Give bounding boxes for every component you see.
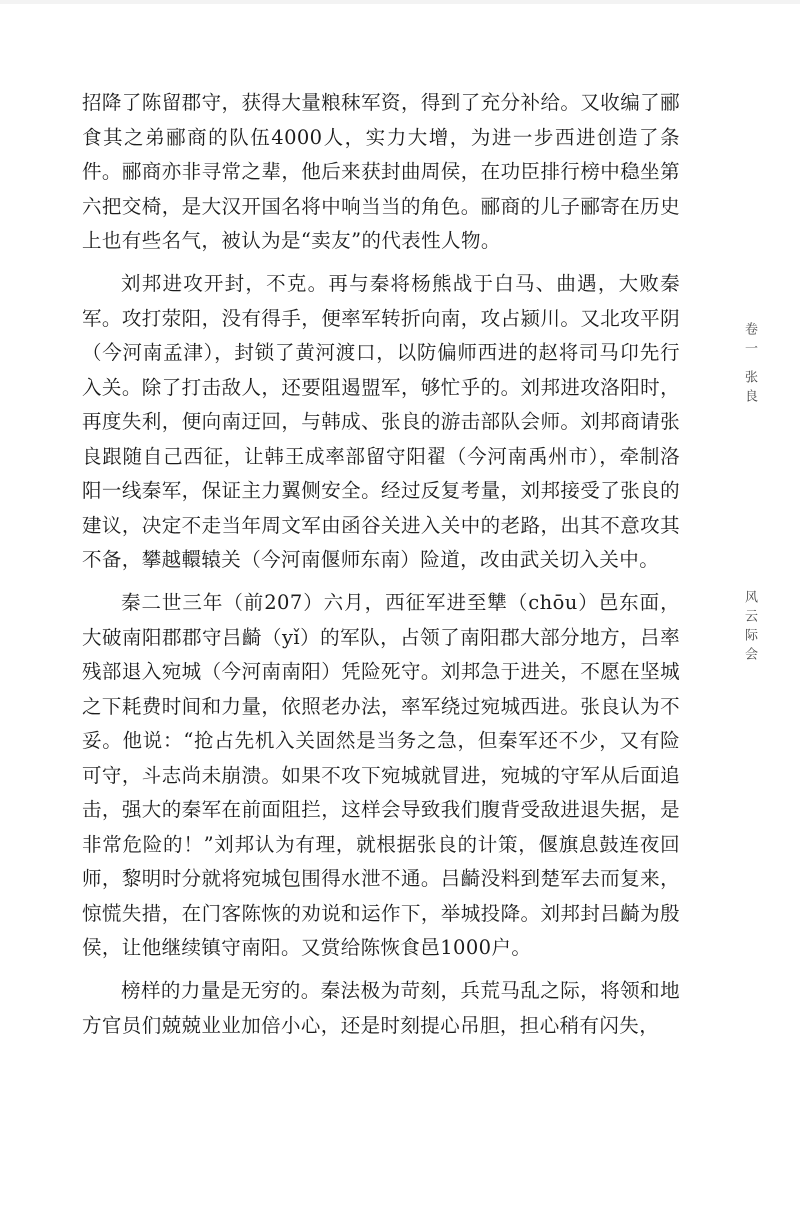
body-text: [82, 86, 680, 1052]
side-section-label: 风云际会: [742, 590, 757, 666]
paragraph-2: 刘邦进攻开封，不克。再与秦将杨熊战于白马、曲遇，大败秦军。攻打荥阳，没有得手，便率军转折向南，攻占颍川。又北攻平阴（今河南孟津），封锁了黄河渡口，以防偏师西进的赵将司马卬先行入关。除了打击敌人，还要阻遏盟军，够忙乎的。刘邦进攻洛阳时，再度失利，便向南迂回，与韩成、张良的游击部队会师。刘邦商请张良跟随自己西征，让韩王成率部留守阳翟（今河南禹州市），牵制洛阳一线秦军，保证主力翼侧安全。经过反复考量，刘邦接受了张良的建议，决定不走当年周文军由函谷关进入关中的老路，出其不意攻其不备，攀越轘辕关（今河南偃师东南）险道，改由武关切入关中。: [82, 272, 680, 571]
paragraph-3: 秦二世三年（前207）六月，西征军进至犨（chōu）邑东面，大破南阳郡郡守吕齮（yǐ）的军队，占领了南阳郡大部分地方，吕率残部退入宛城（今河南南阳）凭险死守。刘邦急于进关，不愿在坚城之下耗费时间和力量，依照老办法，率军绕过宛城西进。张良认为不妥。他说：“抢占先机入关固然是当务之急，但秦军还不少，又有险可守，斗志尚未崩溃。如果不攻下宛城就冒进，宛城的守军从后面追击，强大的秦军在前面阻拦，这样会导致我们腹背受敌进退失据，是非常危险的！”刘邦认为有理，就根据张良的计策，偃旗息鼓连夜回师，黎明时分就将宛城包围得水泄不通。吕齮没料到楚军去而复来，惊慌失措，在门客陈恢的劝说和运作下，举城投降。刘邦封吕齮为殷侯，让他继续镇守南阳。又赏给陈恢食邑1000户。: [82, 591, 680, 959]
paragraph-1: 招降了陈留郡守，获得大量粮秣军资，得到了充分补给。又收编了郦食其之弟郦商的队伍4000人，实力大增，为进一步西进创造了条件。郦商亦非寻常之辈，他后来获封曲周侯，在功臣排行榜中稳坐第六把交椅，是大汉开国名将中响当当的角色。郦商的儿子郦寄在历史上也有些名气，被认为是“卖友”的代表性人物。: [82, 91, 680, 252]
paragraph-4: 榜样的力量是无穷的。秦法极为苛刻，兵荒马乱之际，将领和地方官员们兢兢业业加倍小心，还是时刻提心吊胆，担心稍有闪失，: [82, 979, 680, 1037]
side-chapter-label: 卷一 张良: [742, 322, 757, 409]
page-top-edge: [0, 0, 800, 4]
